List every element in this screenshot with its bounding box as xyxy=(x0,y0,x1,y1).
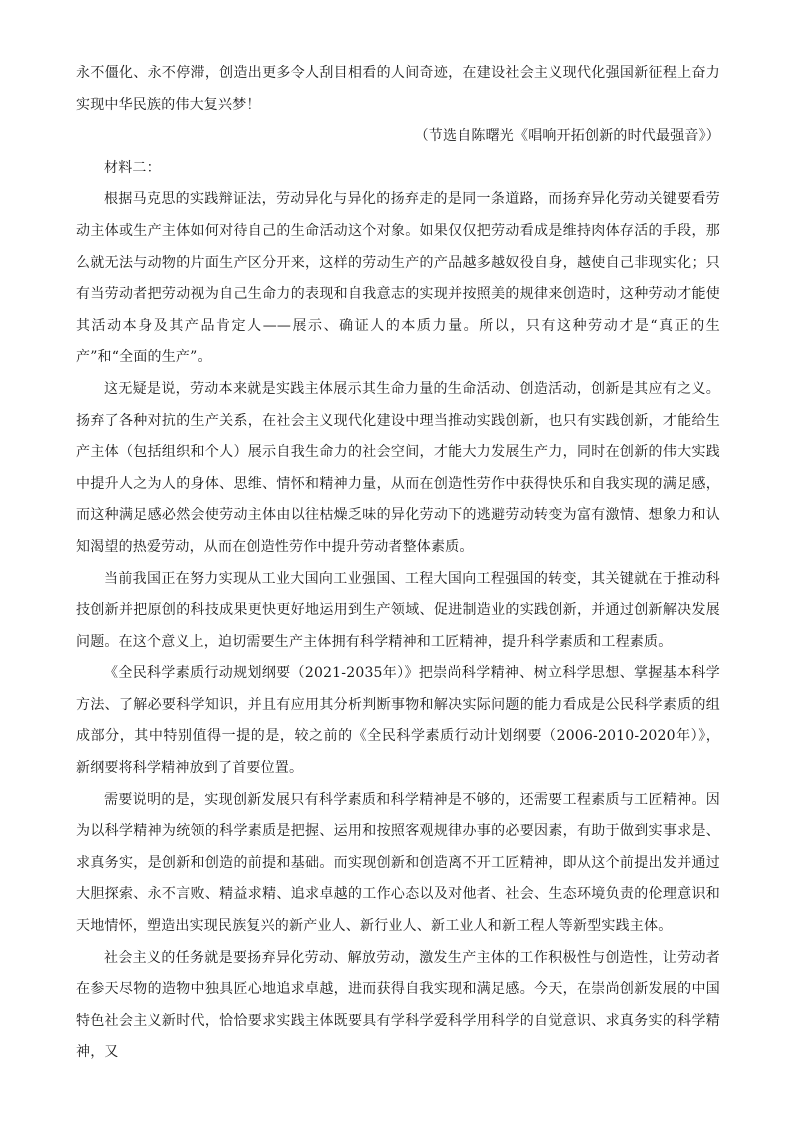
body-paragraph: 这无疑是说，劳动本来就是实践主体展示其生命力量的生命活动、创造活动，创新是其应有之义。扬弃了各种对抗的生产关系，在社会主义现代化建设中理当推动实践创新，也只有实践创新，才能给生产主体（包括组织和个人）展示自我生命力的社会空间，才能大力发展生产力，同时在创新的伟大实践中提升人之为人的身体、思维、情怀和精神力量，从而在创造性劳作中获得快乐和自我实现的满足感，而这种满足感必然会使劳动主体由以往枯燥乏味的异化劳动下的逃避劳动转变为富有激情、想象力和认知渴望的热爱劳动，从而在创造性劳作中提升劳动者整体素质。 xyxy=(76,380,720,555)
document-page xyxy=(76,58,720,1069)
body-paragraph: 社会主义的任务就是要扬弃异化劳动、解放劳动，激发生产主体的工作积极性与创造性，让劳动者在参天尽物的造物中独具匠心地追求卓越，进而获得自我实现和满足感。今天，在崇尚创新发展的中国特色社会主义新时代，恰恰要求实践主体既要具有学科学爱科学用科学的自觉意识、求真务实的科学精神，又 xyxy=(76,949,720,1061)
source-note: （节选自陈曙光《唱响开拓创新的时代最强音》） xyxy=(414,128,720,145)
body-paragraph: 需要说明的是，实现创新发展只有科学素质和科学精神是不够的，还需要工程素质与工匠精神。因为以科学精神为统领的科学素质是把握、运用和按照客观规律办事的必要因素，有助于做到实事求是、求真务实，是创新和创造的前提和基础。而实现创新和创造离不开工匠精神，即从这个前提出发并通过大胆探索、永不言败、精益求精、追求卓越的工作心态以及对他者、社会、生态环境负责的伦理意识和天地情怀，塑造出实现民族复兴的新产业人、新行业人、新工业人和新工程人等新型实践主体。 xyxy=(76,791,720,935)
body-paragraph: 根据马克思的实践辩证法，劳动异化与异化的扬弃走的是同一条道路，而扬弃异化劳动关键要看劳动主体或生产主体如何对待自己的生命活动这个对象。如果仅仅把劳动看成是维持肉体存活的手段，那么就无法与动物的片面生产区分开来，这样的劳动生产的产品越多越奴役自身，越使自己非现实化；只有当劳动者把劳动视为自己生命力的表现和自我意志的实现并按照美的规律来创造时，这种劳动才能使其活动本身及其产品肯定人——展示、确证人的本质力量。所以，只有这种劳动才是“真正的生产”和“全面的生产”。 xyxy=(76,191,720,366)
body-paragraph: 当前我国正在努力实现从工业大国向工业强国、工程大国向工程强国的转变，其关键就在于推动科技创新并把原创的科技成果更快更好地运用到生产领域、促进制造业的实践创新，并通过创新解决发展问题。在这个意义上，迫切需要生产主体拥有科学精神和工匠精神，提升科学素质和工程素质。 xyxy=(76,570,720,650)
material-heading: 材料二： xyxy=(104,159,161,176)
opening-paragraph: 永不僵化、永不停滞，创造出更多令人刮目相看的人间奇迹，在建设社会主义现代化强国新征程上奋力实现中华民族的伟大复兴梦！ xyxy=(76,65,720,113)
body-paragraph: 《全民科学素质行动规划纲要（2021-2035年）》把崇尚科学精神、树立科学思想、掌握基本科学方法、了解必要科学知识，并且有应用其分析判断事物和解决实际问题的能力看成是公民科学素质的组成部分，其中特别值得一提的是，较之前的《全民科学素质行动计划纲要（2006-2010-2020年）》，新纲要将科学精神放到了首要位置。 xyxy=(76,665,720,777)
